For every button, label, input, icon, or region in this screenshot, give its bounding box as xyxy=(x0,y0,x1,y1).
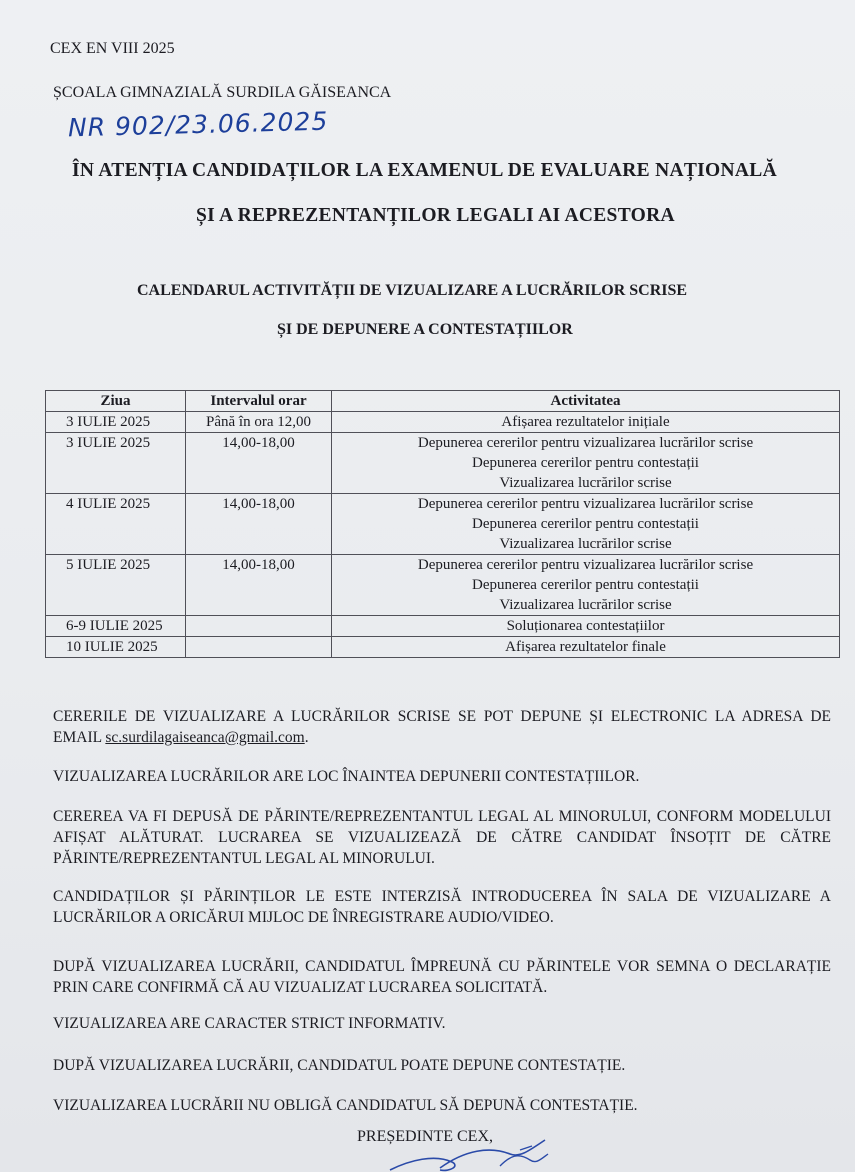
notice-declaration: DUPĂ VIZUALIZAREA LUCRĂRII, CANDIDATUL ÎMPREUNĂ CU PĂRINTELE VOR SEMNA O DECLARAȚIE PRIN CARE CONFIRMĂ CĂ AU VIZUALIZAT LUCRAREA SOLICITATĂ. xyxy=(53,958,831,996)
cell-activity xyxy=(332,555,840,616)
cell-day: 4 IULIE 2025 xyxy=(46,494,186,555)
cell-activity xyxy=(332,433,840,494)
activity-line: Depunerea cererilor pentru contestații xyxy=(472,455,699,471)
cell-interval: 14,00-18,00 xyxy=(186,433,332,494)
activity-line: Depunerea cererilor pentru vizualizarea lucrărilor scrise xyxy=(417,435,754,451)
activity-line: Vizualizarea lucrărilor scrise xyxy=(499,475,672,491)
signature-image xyxy=(380,1120,580,1172)
cell-activity xyxy=(332,616,840,637)
calendar-heading-line-2: ȘI DE DEPUNERE A CONTESTAȚIILOR xyxy=(277,321,573,338)
cell-interval: 14,00-18,00 xyxy=(186,494,332,555)
cell-activity xyxy=(332,637,840,658)
president-label: PREȘEDINTE CEX, xyxy=(357,1128,493,1145)
cell-interval xyxy=(186,616,332,637)
activity-line: Depunerea cererilor pentru contestații xyxy=(472,516,699,532)
page-title-line-1: ÎN ATENȚIA CANDIDAȚILOR LA EXAMENUL DE EVALUARE NAȚIONALĂ xyxy=(72,160,777,181)
activity-line: Afișarea rezultatelor inițiale xyxy=(501,414,670,430)
table-row xyxy=(46,433,840,494)
activity-line: Vizualizarea lucrărilor scrise xyxy=(499,597,672,613)
notice-electronic-submission xyxy=(53,706,831,748)
cell-day: 10 IULIE 2025 xyxy=(46,637,186,658)
column-header-interval: Intervalul orar xyxy=(186,391,332,412)
calendar-heading-line-1: CALENDARUL ACTIVITĂȚII DE VIZUALIZARE A LUCRĂRILOR SCRISE xyxy=(137,282,688,299)
cell-day: 6-9 IULIE 2025 xyxy=(46,616,186,637)
page-title-line-2: ȘI A REPREZENTANȚILOR LEGALI AI ACESTORA xyxy=(196,205,675,226)
activity-line: Afișarea rezultatelor finale xyxy=(505,639,666,655)
email-link[interactable]: sc.surdilagaiseanca@gmail.com xyxy=(105,729,305,746)
cell-activity xyxy=(332,494,840,555)
activity-line: Depunerea cererilor pentru vizualizarea lucrărilor scrise xyxy=(417,496,754,512)
cell-interval: Până în ora 12,00 xyxy=(186,412,332,433)
notice-text-end: . xyxy=(304,729,309,746)
table-row xyxy=(46,616,840,637)
table-row xyxy=(46,637,840,658)
activity-line: Soluționarea contestațiilor xyxy=(506,618,665,634)
activity-line: Depunerea cererilor pentru contestații xyxy=(472,577,699,593)
cell-day: 5 IULIE 2025 xyxy=(46,555,186,616)
column-header-day: Ziua xyxy=(46,391,186,412)
notice-recording-forbidden: CANDIDAȚILOR ȘI PĂRINȚILOR LE ESTE INTERZISĂ INTRODUCEREA ÎN SALA DE VIZUALIZARE A LUCRĂRILOR A ORICĂRUI MIJLOC DE ÎNREGISTRARE AUDIO/VIDEO. xyxy=(53,888,831,926)
table-header-row xyxy=(46,391,840,412)
notice-not-obligatory: VIZUALIZAREA LUCRĂRII NU OBLIGĂ CANDIDATUL SĂ DEPUNĂ CONTESTAȚIE. xyxy=(53,1097,638,1114)
cell-day: 3 IULIE 2025 xyxy=(46,433,186,494)
column-header-activity: Activitatea xyxy=(332,391,840,412)
school-name: ȘCOALA GIMNAZIALĂ SURDILA GĂISEANCA xyxy=(53,84,392,101)
cell-interval xyxy=(186,637,332,658)
notice-text: CERERILE DE VIZUALIZARE A LUCRĂRILOR SCRISE SE POT DEPUNE ȘI ELECTRONIC LA ADRESA DE EMAIL xyxy=(53,708,831,746)
notice-may-appeal: DUPĂ VIZUALIZAREA LUCRĂRII, CANDIDATUL POATE DEPUNE CONTESTAȚIE. xyxy=(53,1057,626,1074)
notice-request-parent: CEREREA VA FI DEPUSĂ DE PĂRINTE/REPREZENTANTUL LEGAL AL MINORULUI, CONFORM MODELULUI AFIȘAT ALĂTURAT. LUCRAREA SE VIZUALIZEAZĂ DE CĂTRE CANDIDAT ÎNSOȚIT DE CĂTRE PĂRINTE/REPREZENTANTUL LEGAL AL MINORULUI. xyxy=(53,808,831,867)
cell-interval: 14,00-18,00 xyxy=(186,555,332,616)
reference-code: CEX EN VIII 2025 xyxy=(50,40,175,57)
notice-informative: VIZUALIZAREA ARE CARACTER STRICT INFORMATIV. xyxy=(53,1015,446,1032)
table-row xyxy=(46,494,840,555)
cell-activity xyxy=(332,412,840,433)
activity-line: Vizualizarea lucrărilor scrise xyxy=(499,536,672,552)
table-row xyxy=(46,555,840,616)
handwritten-registration-number: NR 902/23.06.2025 xyxy=(67,106,329,143)
table-row xyxy=(46,412,840,433)
activity-line: Depunerea cererilor pentru vizualizarea lucrărilor scrise xyxy=(417,557,754,573)
calendar-table xyxy=(45,390,840,658)
cell-day: 3 IULIE 2025 xyxy=(46,412,186,433)
notice-viewing-order: VIZUALIZAREA LUCRĂRILOR ARE LOC ÎNAINTEA DEPUNERII CONTESTAȚIILOR. xyxy=(53,768,640,785)
